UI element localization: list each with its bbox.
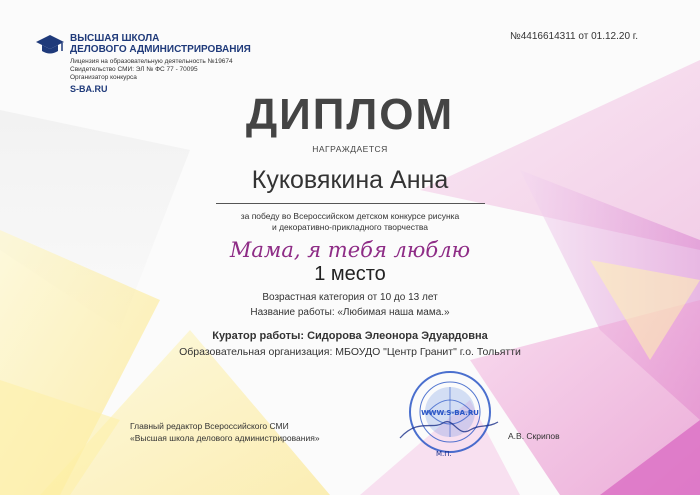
editor-title-line1: Главный редактор Всероссийского СМИ — [130, 421, 289, 431]
org-name-line2: ДЕЛОВОГО АДМИНИСТРИРОВАНИЯ — [70, 44, 251, 55]
organizer-label: Организатор конкурса — [70, 74, 137, 81]
diploma-title: ДИПЛОМ — [245, 90, 455, 139]
award-reason-line1: за победу во Всероссийском детском конкурсе рисунка — [240, 211, 460, 221]
org-name — [70, 33, 251, 55]
document-number: №4416614311 от 01.12.20 г. — [510, 31, 638, 42]
curator: Куратор работы: Сидорова Элеонора Эдуардовна — [212, 330, 488, 342]
license-text: Лицензия на образовательную деятельность №19674 — [70, 58, 233, 65]
org-name-line1: ВЫСШАЯ ШКОЛА — [70, 33, 160, 44]
editor-title-line2: «Высшая школа делового администрирования» — [130, 433, 320, 443]
awarded-label: НАГРАЖДАЕТСЯ — [312, 144, 388, 154]
work-title: Название работы: «Любимая наша мама.» — [250, 307, 450, 318]
site-url: S-BA.RU — [70, 84, 108, 94]
award-reason — [0, 211, 700, 233]
place-award: 1 место — [314, 263, 386, 285]
award-reason-line2: и декоративно-прикладного творчества — [271, 222, 428, 232]
recipient-name: Куковякина Анна — [251, 166, 449, 194]
media-cert-text: Свидетельство СМИ: ЭЛ № ФС 77 - 70095 — [70, 66, 198, 73]
contest-motto: Мама, я тебя люблю — [229, 238, 471, 262]
signer-name: А.В. Скрипов — [508, 431, 560, 441]
school-organization: Образовательная организация: МБОУДО "Центр Гранит" г.о. Тольятти — [179, 346, 521, 358]
age-category: Возрастная категория от 10 до 13 лет — [262, 292, 438, 303]
stamp-mp: М.П. — [436, 450, 452, 458]
stamp-seal — [398, 368, 502, 460]
graduation-cap-icon — [35, 34, 65, 56]
name-underline — [216, 203, 485, 204]
stamp-text: WWW.S-BA.RU — [421, 409, 479, 417]
